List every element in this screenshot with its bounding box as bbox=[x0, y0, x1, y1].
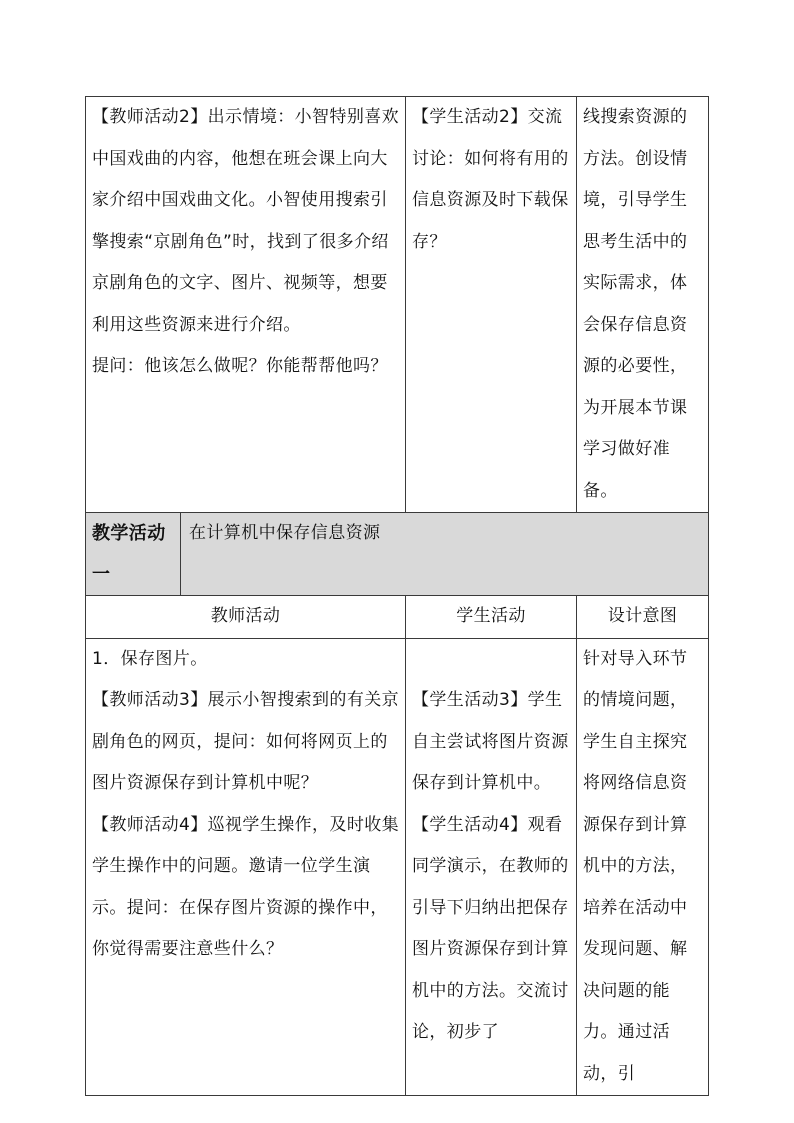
student-activity-cell bbox=[406, 638, 577, 1096]
teacher-activity-4-text: 【教师活动4】巡视学生操作，及时收集学生操作中的问题。邀请一位学生演示。提问：在保存图片资源的操作中，你觉得需要注意些什么？ bbox=[92, 814, 400, 959]
teacher-question-text: 提问：他该怎么做呢？你能帮帮他吗？ bbox=[92, 356, 388, 376]
student-activity-3-text: 【学生活动3】学生自主尝试将图片资源保存到计算机中。 bbox=[412, 690, 569, 793]
section-label: 教学活动一 bbox=[86, 513, 181, 596]
student-activity-4-text: 【学生活动4】观看同学演示，在教师的引导下归纳出把保存图片资源保存到计算机中的方法。交流讨论，初步了 bbox=[412, 814, 569, 1042]
teacher-activity-cell bbox=[86, 97, 406, 513]
header-row bbox=[86, 596, 709, 639]
design-intent-cell bbox=[577, 638, 709, 1096]
design-intent-text: 针对导入环节的情境问题，学生自主探究将网络信息资源保存到计算机中的方法，培养在活动中发现问题、解决问题的能力。通过活动，引 bbox=[583, 648, 688, 1084]
header-teacher: 教师活动 bbox=[86, 596, 406, 639]
step-title-text: 1．保存图片。 bbox=[92, 648, 208, 669]
student-activity-2-text: 【学生活动2】交流讨论：如何将有用的信息资源及时下载保存？ bbox=[412, 107, 569, 252]
teacher-activity-2-text: 【教师活动2】出示情境：小智特别喜欢中国戏曲的内容，他想在班会课上向大家介绍中国戏曲文化。小智使用搜索引擎搜索“京剧角色”时，找到了很多介绍京剧角色的文字、图片、视频等，想要利用这些资源来进行介绍。 bbox=[92, 107, 400, 335]
section-title: 在计算机中保存信息资源 bbox=[181, 513, 709, 596]
table-row bbox=[86, 97, 709, 513]
lesson-plan-table bbox=[85, 96, 709, 1096]
teacher-activity-cell bbox=[86, 638, 406, 1096]
teacher-activity-3-text: 【教师活动3】展示小智搜索到的有关京剧角色的网页，提问：如何将网页上的图片资源保存到计算机中呢？ bbox=[92, 690, 400, 793]
design-intent-cell bbox=[577, 97, 709, 513]
section-row bbox=[86, 513, 709, 596]
spacer bbox=[412, 639, 570, 681]
header-student: 学生活动 bbox=[406, 596, 577, 639]
student-activity-cell bbox=[406, 97, 577, 513]
design-intent-text: 线搜索资源的方法。创设情境，引导学生思考生活中的实际需求，体会保存信息资源的必要性，为开展本节课学习做好准备。 bbox=[583, 107, 688, 501]
header-design: 设计意图 bbox=[577, 596, 709, 639]
table-row bbox=[86, 638, 709, 1096]
